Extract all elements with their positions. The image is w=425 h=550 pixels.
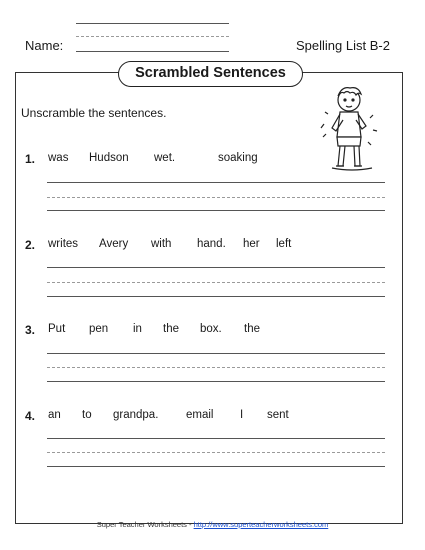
top-name-dashed-line	[76, 36, 229, 37]
name-label: Name:	[25, 38, 64, 53]
worksheet-title: Scrambled Sentences	[118, 61, 303, 87]
question-1-number: 1.	[25, 152, 36, 166]
answer-midline	[47, 197, 385, 198]
footer	[0, 520, 425, 529]
question-4-word: I	[240, 409, 244, 421]
question-1-word: was	[48, 152, 69, 164]
question-2-word: left	[276, 238, 292, 250]
question-2-number: 2.	[25, 238, 36, 252]
frame-top-left	[15, 72, 119, 73]
question-1-word: soaking	[218, 152, 258, 164]
spelling-list-label: Spelling List B-2	[296, 38, 390, 53]
question-2-word: hand.	[197, 238, 226, 250]
question-4-word: sent	[267, 409, 289, 421]
question-2-word: with	[151, 238, 172, 250]
question-1-word: wet.	[154, 152, 176, 164]
question-3-number: 3.	[25, 323, 36, 337]
question-3-word: in	[133, 323, 142, 335]
answer-line[interactable]	[47, 182, 385, 183]
question-4-number: 4.	[25, 409, 36, 423]
answer-line[interactable]	[47, 438, 385, 439]
frame-top-right	[302, 72, 403, 73]
footer-brand: Super Teacher Worksheets	[96, 520, 187, 529]
instructions-text: Unscramble the sentences.	[21, 106, 167, 120]
answer-baseline[interactable]	[47, 296, 385, 297]
answer-midline	[47, 452, 385, 453]
question-3-word: pen	[89, 323, 109, 335]
question-4-word: to	[82, 409, 92, 421]
top-name-line	[76, 23, 229, 24]
question-4-word: an	[48, 409, 61, 421]
answer-midline	[47, 367, 385, 368]
question-3-word: the	[163, 323, 179, 335]
answer-baseline[interactable]	[47, 381, 385, 382]
question-2-word: her	[243, 238, 260, 250]
name-write-line[interactable]	[76, 51, 229, 52]
footer-separator: -	[186, 520, 194, 529]
answer-line[interactable]	[47, 267, 385, 268]
answer-midline	[47, 282, 385, 283]
question-3-word: Put	[48, 323, 66, 335]
footer-url-link[interactable]: http://www.superteacherworksheets.com	[193, 520, 329, 529]
wet-boy-icon	[316, 84, 384, 172]
question-1-word: Hudson	[89, 152, 129, 164]
question-4-word: email	[186, 409, 214, 421]
question-4-word: grandpa.	[113, 409, 159, 421]
answer-baseline[interactable]	[47, 466, 385, 467]
question-2-word: Avery	[99, 238, 129, 250]
question-2-word: writes	[48, 238, 79, 250]
question-3-word: the	[244, 323, 260, 335]
answer-baseline[interactable]	[47, 210, 385, 211]
question-3-word: box.	[200, 323, 222, 335]
answer-line[interactable]	[47, 353, 385, 354]
